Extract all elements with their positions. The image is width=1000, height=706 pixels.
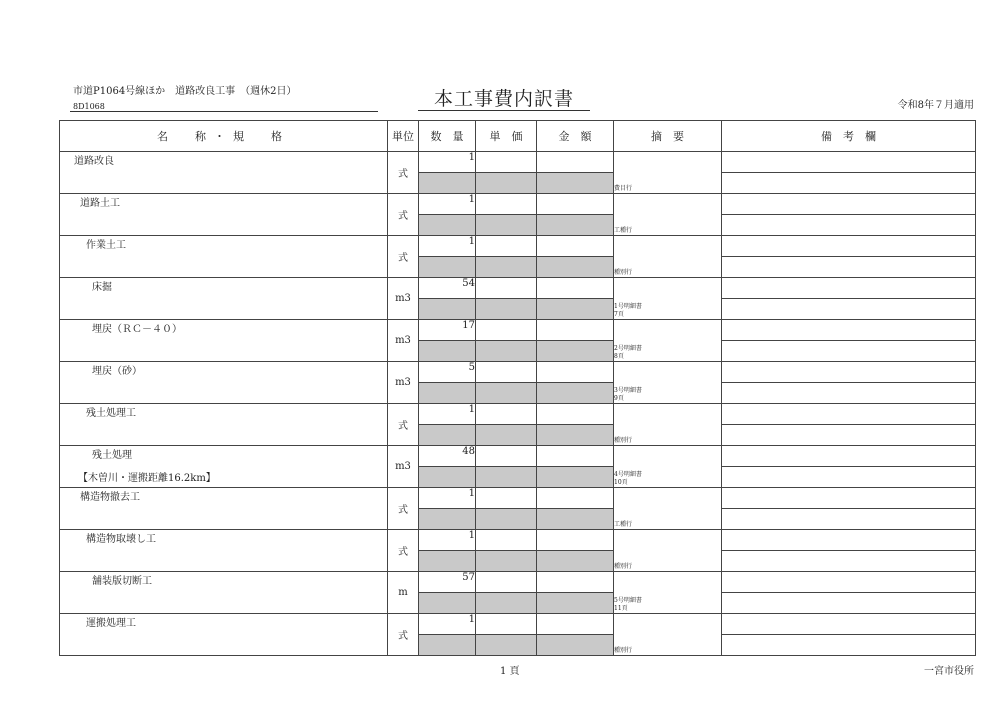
item-name (60, 572, 388, 614)
unit-price-gray-cell (476, 467, 537, 488)
col-unit: 単位 (388, 121, 419, 152)
item-amount (537, 488, 614, 509)
unit-price-gray-cell (476, 341, 537, 362)
item-summary (614, 152, 722, 194)
table-row (60, 152, 976, 173)
unit-price-gray-cell (476, 215, 537, 236)
item-name-text: 残土処理工 (86, 408, 136, 419)
item-unit: 式 (388, 530, 419, 572)
item-unit-price (476, 614, 537, 635)
item-name-text: 道路土工 (80, 198, 120, 209)
qty-gray-cell (419, 299, 476, 320)
item-unit: 式 (388, 614, 419, 656)
item-name (60, 488, 388, 530)
item-remarks (722, 152, 976, 173)
item-unit-price (476, 152, 537, 173)
item-remarks (722, 236, 976, 257)
table-row (60, 530, 976, 551)
item-amount (537, 530, 614, 551)
remarks-sub-cell (722, 593, 976, 614)
item-summary-text: 種別行 (614, 563, 633, 570)
qty-gray-cell (419, 509, 476, 530)
remarks-sub-cell (722, 635, 976, 656)
item-name-text: 残土処理 (92, 450, 132, 461)
qty-gray-cell (419, 383, 476, 404)
item-amount (537, 614, 614, 635)
item-qty: 1 (419, 530, 476, 551)
col-summary: 摘 要 (614, 121, 722, 152)
item-remarks (722, 404, 976, 425)
item-name (60, 614, 388, 656)
item-amount (537, 236, 614, 257)
item-unit-price (476, 362, 537, 383)
applied-date: 令和8年７月適用 (897, 100, 974, 111)
amount-gray-cell (537, 593, 614, 614)
amount-gray-cell (537, 299, 614, 320)
item-summary (614, 488, 722, 530)
item-qty: 1 (419, 404, 476, 425)
page-number: 1 頁 (500, 666, 520, 677)
item-unit: m (388, 572, 419, 614)
project-name: 市道P1064号線ほか 道路改良工事 （週休2日） (73, 86, 297, 97)
item-unit: m3 (388, 446, 419, 488)
table-row (60, 488, 976, 509)
item-name (60, 236, 388, 278)
col-unit-price: 単 価 (476, 121, 537, 152)
item-unit: m3 (388, 278, 419, 320)
item-summary-text: 2号明細書 8頁 (614, 345, 642, 360)
qty-gray-cell (419, 467, 476, 488)
amount-gray-cell (537, 425, 614, 446)
col-name: 名 称・規 格 (60, 121, 388, 152)
organization: 一宮市役所 (924, 666, 974, 677)
unit-price-gray-cell (476, 257, 537, 278)
unit-price-gray-cell (476, 425, 537, 446)
item-name (60, 152, 388, 194)
item-name-text: 構造物取壊し工 (86, 534, 156, 545)
amount-gray-cell (537, 635, 614, 656)
table-row (60, 194, 976, 215)
unit-price-gray-cell (476, 635, 537, 656)
remarks-sub-cell (722, 551, 976, 572)
item-remarks (722, 572, 976, 593)
item-remarks (722, 614, 976, 635)
item-summary-text: 5号明細書 11頁 (614, 597, 642, 612)
item-qty: 57 (419, 572, 476, 593)
item-name-text: 作業土工 (86, 240, 126, 251)
item-summary-text: 3号明細書 9頁 (614, 387, 642, 402)
qty-gray-cell (419, 341, 476, 362)
item-unit: 式 (388, 488, 419, 530)
amount-gray-cell (537, 467, 614, 488)
item-unit: 式 (388, 404, 419, 446)
item-amount (537, 572, 614, 593)
item-summary-text: 種別行 (614, 269, 633, 276)
item-summary (614, 236, 722, 278)
item-qty: 1 (419, 488, 476, 509)
qty-gray-cell (419, 425, 476, 446)
item-summary-text: 種別行 (614, 647, 633, 654)
item-unit-price (476, 278, 537, 299)
item-unit: m3 (388, 320, 419, 362)
item-summary-text: 4号明細書 10頁 (614, 471, 642, 486)
item-summary (614, 194, 722, 236)
unit-price-gray-cell (476, 593, 537, 614)
item-unit-price (476, 572, 537, 593)
item-remarks (722, 320, 976, 341)
item-qty: 1 (419, 614, 476, 635)
amount-gray-cell (537, 173, 614, 194)
amount-gray-cell (537, 509, 614, 530)
unit-price-gray-cell (476, 383, 537, 404)
amount-gray-cell (537, 551, 614, 572)
item-unit: 式 (388, 152, 419, 194)
item-name (60, 446, 388, 488)
amount-gray-cell (537, 341, 614, 362)
item-unit: 式 (388, 194, 419, 236)
qty-gray-cell (419, 173, 476, 194)
item-summary (614, 530, 722, 572)
unit-price-gray-cell (476, 551, 537, 572)
remarks-sub-cell (722, 509, 976, 530)
table-row (60, 236, 976, 257)
item-name-text: 埋戻（ＲＣ－４０） (92, 324, 182, 335)
unit-price-gray-cell (476, 509, 537, 530)
qty-gray-cell (419, 551, 476, 572)
item-unit-price (476, 236, 537, 257)
qty-gray-cell (419, 257, 476, 278)
item-summary-text: 費目行 (614, 185, 633, 192)
unit-price-gray-cell (476, 173, 537, 194)
item-name (60, 278, 388, 320)
item-remarks (722, 488, 976, 509)
item-summary (614, 362, 722, 404)
remarks-sub-cell (722, 257, 976, 278)
item-name (60, 194, 388, 236)
table-row (60, 362, 976, 383)
item-amount (537, 194, 614, 215)
cost-breakdown-table (59, 120, 976, 656)
item-name-text: 道路改良 (74, 156, 114, 167)
table-row (60, 446, 976, 467)
item-summary (614, 614, 722, 656)
table-row (60, 404, 976, 425)
item-summary-text: 工種行 (614, 227, 633, 234)
col-qty: 数 量 (419, 121, 476, 152)
item-summary-text: 種別行 (614, 437, 633, 444)
item-name-text: 構造物撤去工 (80, 492, 140, 503)
item-summary (614, 320, 722, 362)
item-unit-price (476, 404, 537, 425)
item-name (60, 404, 388, 446)
qty-gray-cell (419, 215, 476, 236)
remarks-sub-cell (722, 299, 976, 320)
item-unit-price (476, 488, 537, 509)
remarks-sub-cell (722, 341, 976, 362)
item-remarks (722, 530, 976, 551)
item-summary-text: 工種行 (614, 521, 633, 528)
item-unit-price (476, 446, 537, 467)
item-unit: m3 (388, 362, 419, 404)
item-qty: 1 (419, 236, 476, 257)
item-qty: 17 (419, 320, 476, 341)
item-unit-price (476, 530, 537, 551)
item-amount (537, 446, 614, 467)
col-amount: 金 額 (537, 121, 614, 152)
col-remarks: 備 考 欄 (722, 121, 976, 152)
document-title: 本工事費内訳書 (418, 88, 590, 111)
item-amount (537, 362, 614, 383)
table-row (60, 614, 976, 635)
remarks-sub-cell (722, 425, 976, 446)
item-amount (537, 278, 614, 299)
item-name (60, 362, 388, 404)
item-name-text: 埋戻（砂） (92, 366, 142, 377)
table-row (60, 278, 976, 299)
item-unit-price (476, 194, 537, 215)
qty-gray-cell (419, 635, 476, 656)
item-qty: 1 (419, 194, 476, 215)
item-summary (614, 446, 722, 488)
amount-gray-cell (537, 215, 614, 236)
project-header (73, 84, 297, 114)
unit-price-gray-cell (476, 299, 537, 320)
amount-gray-cell (537, 257, 614, 278)
item-name (60, 320, 388, 362)
item-unit: 式 (388, 236, 419, 278)
item-summary (614, 278, 722, 320)
item-summary-text: 1号明細書 7頁 (614, 303, 642, 318)
item-name-text: 舗装版切断工 (92, 576, 152, 587)
item-spec: 【木曽川・運搬距離16.2km】 (78, 473, 216, 484)
item-qty: 54 (419, 278, 476, 299)
item-name-text: 運搬処理工 (86, 618, 136, 629)
qty-gray-cell (419, 593, 476, 614)
remarks-sub-cell (722, 173, 976, 194)
item-amount (537, 320, 614, 341)
item-qty: 1 (419, 152, 476, 173)
item-remarks (722, 446, 976, 467)
table-row (60, 320, 976, 341)
remarks-sub-cell (722, 467, 976, 488)
header-underline (70, 111, 378, 112)
item-remarks (722, 278, 976, 299)
table-header-row (60, 121, 976, 152)
item-unit-price (476, 320, 537, 341)
remarks-sub-cell (722, 215, 976, 236)
amount-gray-cell (537, 383, 614, 404)
item-qty: 5 (419, 362, 476, 383)
item-remarks (722, 194, 976, 215)
item-remarks (722, 362, 976, 383)
table-row (60, 572, 976, 593)
item-name (60, 530, 388, 572)
item-amount (537, 152, 614, 173)
item-summary (614, 404, 722, 446)
item-name-text: 床掘 (92, 282, 112, 293)
item-summary (614, 572, 722, 614)
project-code: 8D1068 (73, 102, 105, 111)
remarks-sub-cell (722, 383, 976, 404)
item-amount (537, 404, 614, 425)
item-qty: 48 (419, 446, 476, 467)
